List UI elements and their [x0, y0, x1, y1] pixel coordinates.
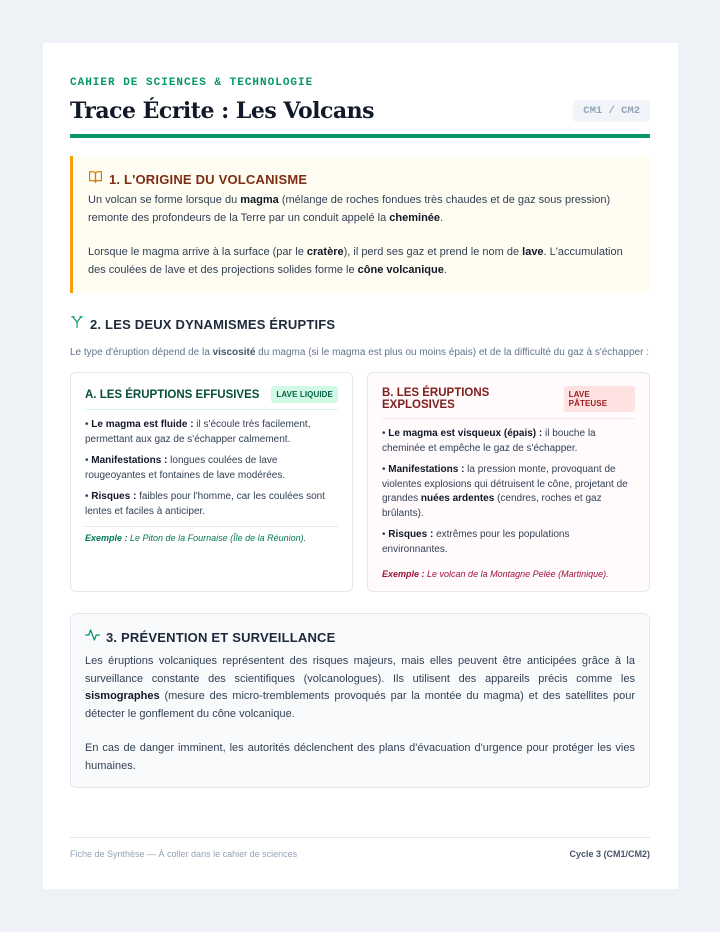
text-run: • — [85, 455, 92, 466]
text-run: ), il perd ses gaz et prend le nom de — [343, 246, 523, 258]
effusive-example-text: Le Piton de la Fournaise (Île de la Réunion). — [127, 533, 307, 543]
explosive-bullet-manifestations — [382, 463, 635, 521]
effusive-card — [70, 372, 353, 592]
text-run: longues coulées de lave rougeoyantes et fontaines de lave modérées. — [85, 455, 286, 481]
text-run: il bouche la cheminée et empêche le gaz de s'échapper. — [382, 428, 596, 454]
explosive-title: B. LES ÉRUPTIONS EXPLOSIVES — [382, 387, 490, 411]
prevention-paragraph-2 — [85, 740, 635, 775]
explosive-divider — [382, 418, 635, 419]
origin-paragraph-2 — [88, 244, 636, 279]
footer-cycle: Cycle 3 (CM1/CM2) — [569, 849, 650, 859]
bold-text: Risques : — [91, 491, 137, 502]
explosive-card — [367, 372, 650, 592]
text-run: . — [443, 263, 447, 276]
eruption-cards — [70, 372, 650, 592]
explosive-example-label: Exemple : — [382, 569, 425, 579]
text-run: • — [85, 491, 92, 502]
effusive-example — [85, 533, 338, 543]
bold-text: cône volcanique — [357, 263, 444, 276]
level-badge: CM1 / CM2 — [573, 100, 650, 122]
text-run: • — [382, 529, 389, 540]
bold-text: sismographes — [85, 690, 160, 702]
bold-text: cheminée — [389, 211, 441, 224]
bold-text: Risques : — [388, 529, 434, 540]
text-run: . L'accumulation des coulées de lave et des projections solides forme le — [88, 246, 623, 276]
bold-text: magma — [240, 194, 279, 206]
effusive-bullet-fluid — [85, 418, 338, 447]
explosive-example-wrap — [382, 569, 635, 579]
effusive-bullet-manifestations — [85, 454, 338, 483]
title-divider — [70, 134, 650, 138]
notebook-kicker: CAHIER DE SCIENCES & TECHNOLOGIE — [70, 77, 314, 89]
fork-icon — [70, 314, 84, 334]
page-title: Trace Écrite : Les Volcans — [70, 98, 375, 124]
bold-text: nuées ardentes — [420, 493, 495, 504]
prevention-heading — [85, 628, 635, 647]
text-run: la pression monte, provoquant de violentes explosions qui détruisent le cône, projetant de grandes — [382, 464, 628, 504]
text-run: (mélange de roches fondues très chaudes et de gaz sous pression) remonte des profondeurs de la Terre par un conduit appelé la — [88, 194, 611, 224]
explosive-example — [382, 569, 635, 579]
origin-title: 1. L'ORIGINE DU VOLCANISME — [109, 171, 308, 187]
origin-heading — [88, 170, 636, 188]
explosive-card-header — [382, 386, 635, 418]
text-run: extrêmes pour les populations environnantes. — [382, 529, 570, 555]
text-run: (cendres, roches et gaz brûlants). — [382, 493, 602, 519]
worksheet-page — [43, 43, 678, 889]
text-run: • — [85, 419, 92, 430]
text-run: Lorsque le magma arrive à la surface (par le — [88, 246, 307, 258]
text-run: faibles pour l'homme, car les coulées sont lentes et faciles à anticiper. — [85, 491, 325, 517]
pulse-icon — [85, 628, 100, 647]
title-row — [70, 96, 650, 126]
footer-note: Fiche de Synthèse — À coller dans le cahier de sciences — [70, 849, 298, 859]
bold-text: Manifestations : — [91, 455, 168, 466]
explosive-bullet-viscous — [382, 427, 635, 456]
bold-text: Le magma est visqueux (épais) : — [388, 428, 543, 439]
text-run: • — [382, 464, 389, 475]
bold-text: lave — [522, 246, 544, 258]
explosive-bullet-risks — [382, 528, 635, 557]
text-run: . — [440, 211, 444, 224]
effusive-example-wrap — [85, 526, 338, 543]
text-run: Les éruptions volcaniques représentent des risques majeurs, mais elles peuvent être anticipées grâce à la surveillance constante des scientifiques (volcanologues). Ils utilisent des appareils précis comme les — [85, 655, 635, 685]
bold-text: cratère — [306, 246, 344, 258]
prevention-section — [70, 613, 650, 788]
bold-text: Manifestations : — [388, 464, 465, 475]
text-run: En cas de danger imminent, les autorités déclenchent des plans d'évacuation d'urgence pour protéger les vies humaines. — [85, 742, 635, 772]
effusive-title: A. LES ÉRUPTIONS EFFUSIVES — [85, 388, 260, 401]
dynamics-title: 2. LES DEUX DYNAMISMES ÉRUPTIFS — [90, 316, 336, 332]
prevention-title: 3. PRÉVENTION ET SURVEILLANCE — [106, 630, 336, 645]
effusive-example-label: Exemple : — [85, 533, 128, 543]
bold-text: viscosité — [212, 347, 256, 358]
book-icon — [88, 170, 103, 188]
dynamics-intro — [70, 346, 650, 360]
text-run: • — [382, 428, 389, 439]
effusive-divider — [85, 409, 338, 410]
bold-text: Le magma est fluide : — [91, 419, 194, 430]
explosive-example-text: Le volcan de la Montagne Pelée (Martinique). — [424, 569, 609, 579]
origin-section — [70, 156, 650, 293]
effusive-badge: LAVE LIQUIDE — [271, 386, 338, 403]
explosive-badge: LAVE PÂTEUSE — [564, 386, 635, 412]
text-run: Un volcan se forme lorsque du — [88, 194, 241, 206]
text-run: du magma (si le magma est plus ou moins épais) et de la difficulté du gaz à s'échapper : — [255, 347, 649, 358]
effusive-card-header — [85, 386, 338, 409]
page-footer — [70, 837, 650, 859]
text-run: il s'écoule très facilement, permettant aux gaz de s'échapper calmement. — [85, 419, 311, 445]
prevention-paragraph-1 — [85, 653, 635, 723]
dynamics-heading — [70, 314, 650, 334]
text-run: (mesure des micro-tremblements provoqués par la montée du magma) et des satellites pour détecter le gonflement du cône volcanique. — [85, 690, 635, 720]
effusive-bullet-risks — [85, 490, 338, 519]
text-run: Le type d'éruption dépend de la — [70, 347, 213, 358]
origin-paragraph-1 — [88, 192, 636, 227]
